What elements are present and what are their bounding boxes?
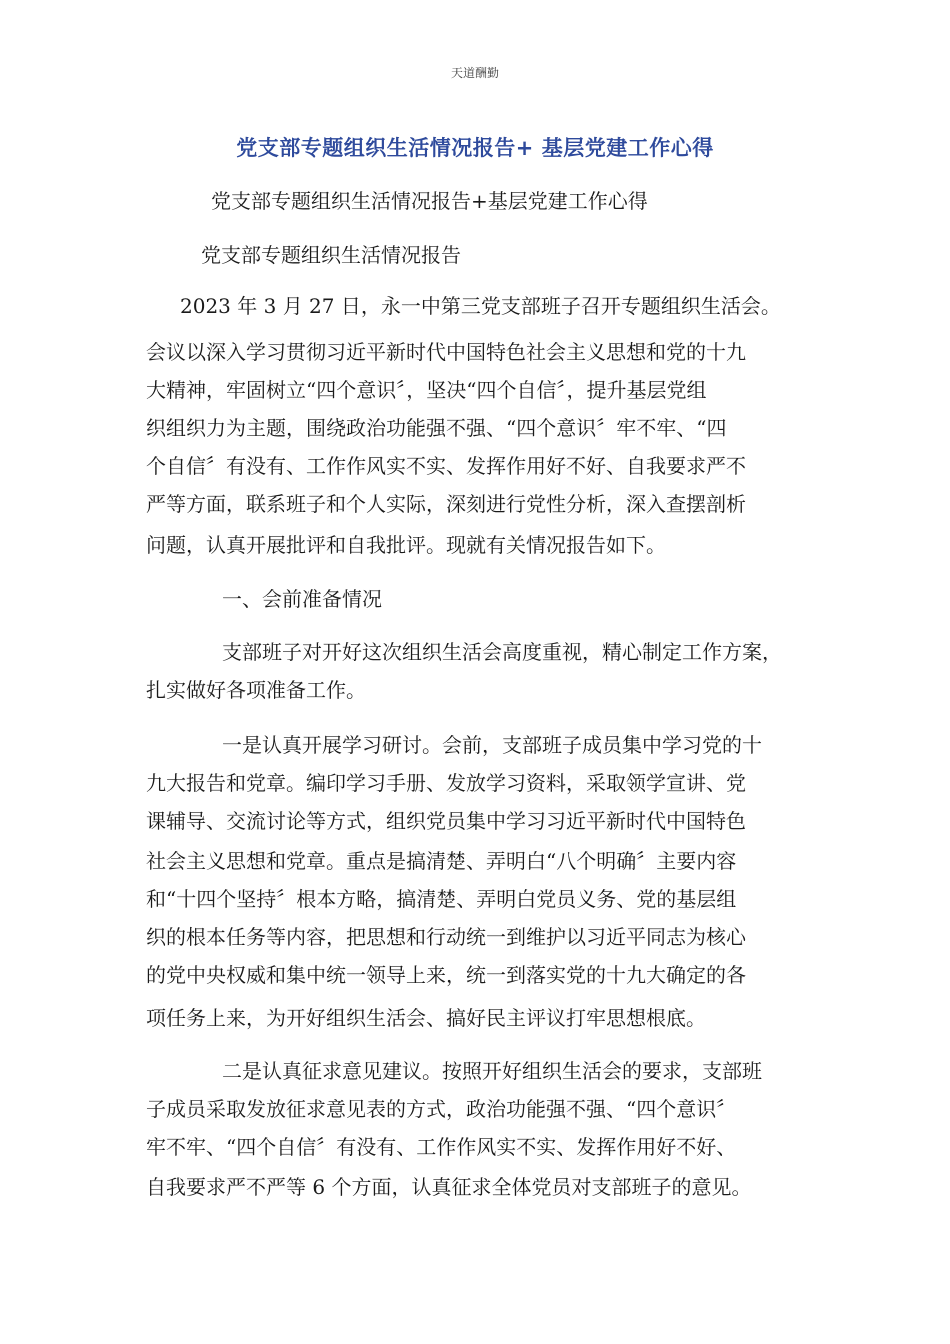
header-mark: 天道酬勤	[450, 66, 499, 80]
paragraph-line: 个自信〞有没有、工作作风实不实、发挥作用好不好、自我要求严不	[146, 454, 746, 478]
paragraph-line: 支部班子对开好这次组织生活会高度重视，精心制定工作方案，	[222, 640, 782, 664]
document-title: 党支部专题组织生活情况报告+ 基层党建工作心得	[236, 136, 714, 160]
paragraph-line: 项任务上来，为开好组织生活会、搞好民主评议打牢思想根底。	[146, 1006, 706, 1030]
paragraph-line: 子成员采取发放征求意见表的方式，政治功能强不强、“四个意识〞	[146, 1097, 737, 1121]
paragraph-line: 会议以深入学习贯彻习近平新时代中国特色社会主义思想和党的十九	[146, 340, 746, 364]
paragraph-line: 一是认真开展学习研讨。会前，支部班子成员集中学习党的十	[222, 733, 762, 757]
paragraph-line: 大精神，牢固树立“四个意识〞，坚决“四个自信〞，提升基层党组	[146, 378, 707, 402]
paragraph-line: 织组织力为主题，围绕政治功能强不强、“四个意识〞牢不牢、“四	[146, 416, 727, 440]
paragraph-line: 社会主义思想和党章。重点是搞清楚、弄明白“八个明确〞主要内容	[146, 849, 737, 873]
paragraph-line: 织的根本任务等内容，把思想和行动统一到维护以习近平同志为核心	[146, 925, 746, 949]
paragraph-line: 课辅导、交流讨论等方式，组织党员集中学习习近平新时代中国特色	[146, 809, 746, 833]
paragraph-line: 九大报告和党章。编印学习手册、发放学习资料，采取领学宣讲、党	[146, 771, 746, 795]
paragraph-line: 的党中央权威和集中统一领导上来，统一到落实党的十九大确定的各	[146, 963, 746, 987]
paragraph-line: 和“十四个坚持〞根本方略，搞清楚、弄明白党员义务、党的基层组	[146, 887, 737, 911]
paragraph-line: 二是认真征求意见建议。按照开好组织生活会的要求，支部班	[222, 1059, 762, 1083]
document-subtitle: 党支部专题组织生活情况报告+基层党建工作心得	[211, 189, 648, 213]
paragraph-line: 扎实做好各项准备工作。	[146, 678, 366, 702]
paragraph-line: 严等方面，联系班子和个人实际，深刻进行党性分析，深入查摆剖析	[146, 492, 746, 516]
paragraph-line: 问题，认真开展批评和自我批评。现就有关情况报告如下。	[146, 533, 666, 557]
section-heading: 一、会前准备情况	[222, 587, 382, 611]
paragraph-line: 自我要求严不严等 6 个方面，认真征求全体党员对支部班子的意见。	[146, 1175, 752, 1199]
section-title: 党支部专题组织生活情况报告	[201, 243, 461, 267]
paragraph-line: 2023 年 3 月 27 日，永一中第三党支部班子召开专题组织生活会。	[180, 294, 781, 318]
paragraph-line: 牢不牢、“四个自信〞有没有、工作作风实不实、发挥作用好不好、	[146, 1135, 737, 1159]
